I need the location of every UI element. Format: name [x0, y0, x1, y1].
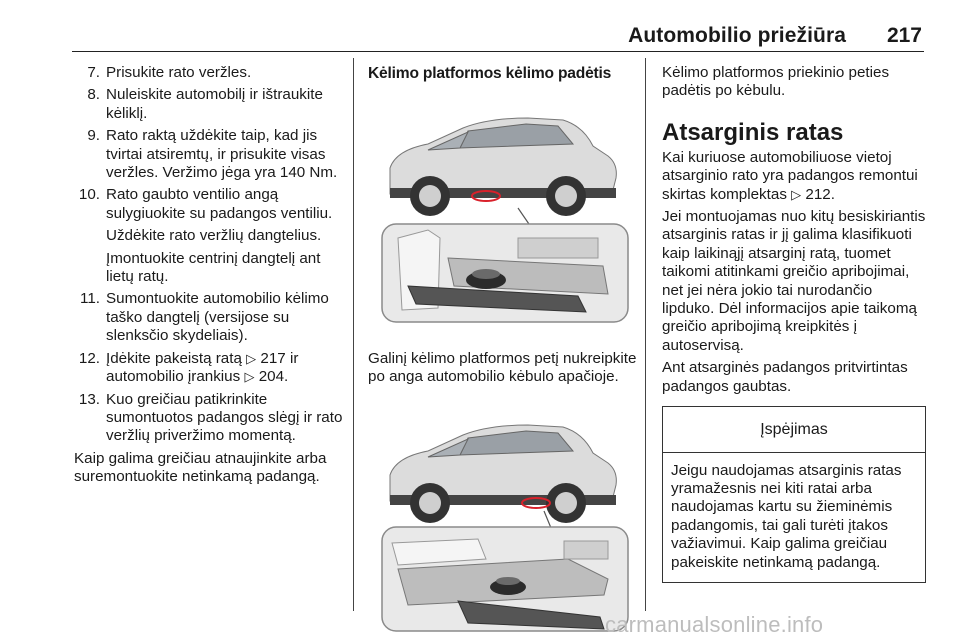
warning-heading: Įspėjimas — [663, 407, 925, 452]
spare-para-1-text: Kai kuriuose automobiliuose vietoj atsarginio rato yra padangos remontui skirtas komplektas — [662, 148, 918, 203]
step-text: ir automobilio įrankius — [106, 349, 299, 386]
step-number: 13. — [78, 390, 100, 408]
step-number: 12. — [78, 349, 100, 367]
column-steps — [74, 64, 346, 491]
step-text: Įdėkite pakeistą ratą — [106, 349, 242, 367]
triangle-right-icon: ▷ — [246, 350, 257, 366]
car-rear-lift-illustration — [368, 409, 634, 633]
spare-para-1 — [662, 149, 926, 204]
column-spare-wheel — [662, 64, 926, 583]
step-number: 9. — [87, 127, 100, 145]
step-7 — [74, 64, 346, 82]
header-divider — [72, 51, 924, 52]
closing-paragraph: Kaip galima greičiau atnaujinkite arba suremontuokite netinkamą padangą. — [74, 449, 327, 486]
triangle-right-icon: ▷ — [791, 186, 802, 202]
column-lift-points — [368, 64, 638, 633]
figure-front-lift-point — [368, 98, 634, 324]
page-reference[interactable]: 217 — [260, 349, 286, 367]
step-12 — [74, 350, 346, 387]
step-text: Nuleiskite automobilį ir ištraukite kėliklį. — [106, 86, 323, 122]
page-reference[interactable]: 204. — [258, 368, 289, 386]
step-text: Sumontuokite automobilio kėlimo taško dangtelį (versijose su slenksčio skydeliais). — [106, 290, 329, 345]
header-title: Automobilio priežiūra — [628, 24, 846, 47]
column-divider-2 — [645, 58, 646, 611]
spare-para-2: Jei montuojamas nuo kitų besiskiriantis atsarginis ratas ir jį galima klasifikuoti kaip laikinąjį atsarginį ratą, tuomet taikomi atitinkami greičio apribojimai, net jei nėra jokio tai nurodančio lipduko. Dėl informacijos apie taikomą greičio apribojimą kreipkitės į autoservisą. — [662, 208, 926, 354]
step-number: 8. — [87, 86, 100, 104]
page-reference[interactable]: 212. — [805, 185, 835, 203]
step-text: Prisukite rato veržles. — [106, 64, 252, 81]
figure-rear-lift-point — [368, 409, 634, 633]
step-11 — [74, 290, 346, 345]
figure-caption-rear: Galinį kėlimo platformos petį nukreipkite po anga automobilio kėbulo apačioje. — [368, 350, 637, 386]
step-number: 11. — [80, 290, 100, 308]
page-header — [0, 0, 960, 58]
step-text: Rato gaubto ventilio angą sulygiuokite su padangos ventiliu. — [106, 186, 333, 222]
warning-body: Jeigu naudojamas atsarginis ratas yramažesnis nei kiti ratai arba naudojamas kartu su žieminėmis padangomis, tai gali turėti įtakos važiavimui. Kaip galima greičiau pakeiskite netinkamą padangą. — [671, 461, 902, 571]
step-text: Rato raktą uždėkite taip, kad jis tvirtai atsiremtų, ir prisukite visas veržles. Veržimo jėga yra 140 Nm. — [106, 127, 338, 182]
page-number: 217 — [886, 24, 922, 47]
step-text: Kuo greičiau patikrinkite sumontuotos padangos slėgį ir rato veržlių priveržimo momentą. — [106, 390, 343, 445]
section-title-lift: Kėlimo platformos kėlimo padėtis — [368, 65, 612, 82]
car-front-lift-illustration — [368, 98, 634, 324]
step-9 — [74, 127, 346, 182]
spare-para-3: Ant atsarginės padangos pritvirtintas padangos gaubtas. — [662, 359, 908, 395]
step-8 — [74, 86, 346, 123]
warning-box — [662, 406, 926, 583]
step-subtext: Įmontuokite centrinį dangtelį ant lietų ratų. — [106, 249, 321, 286]
step-number: 7. — [87, 64, 100, 81]
step-subtext: Uždėkite rato veržlių dangtelius. — [106, 227, 322, 245]
triangle-right-icon: ▷ — [244, 369, 255, 385]
section-title-spare-wheel: Atsarginis ratas — [662, 118, 844, 146]
column-divider-1 — [353, 58, 354, 611]
step-13 — [74, 391, 346, 446]
watermark: carmanualsonline.info — [605, 612, 824, 637]
front-lift-intro: Kėlimo platformos priekinio peties padėtis po kėbulu. — [662, 64, 890, 100]
step-10 — [74, 186, 346, 286]
step-number: 10. — [78, 186, 100, 204]
